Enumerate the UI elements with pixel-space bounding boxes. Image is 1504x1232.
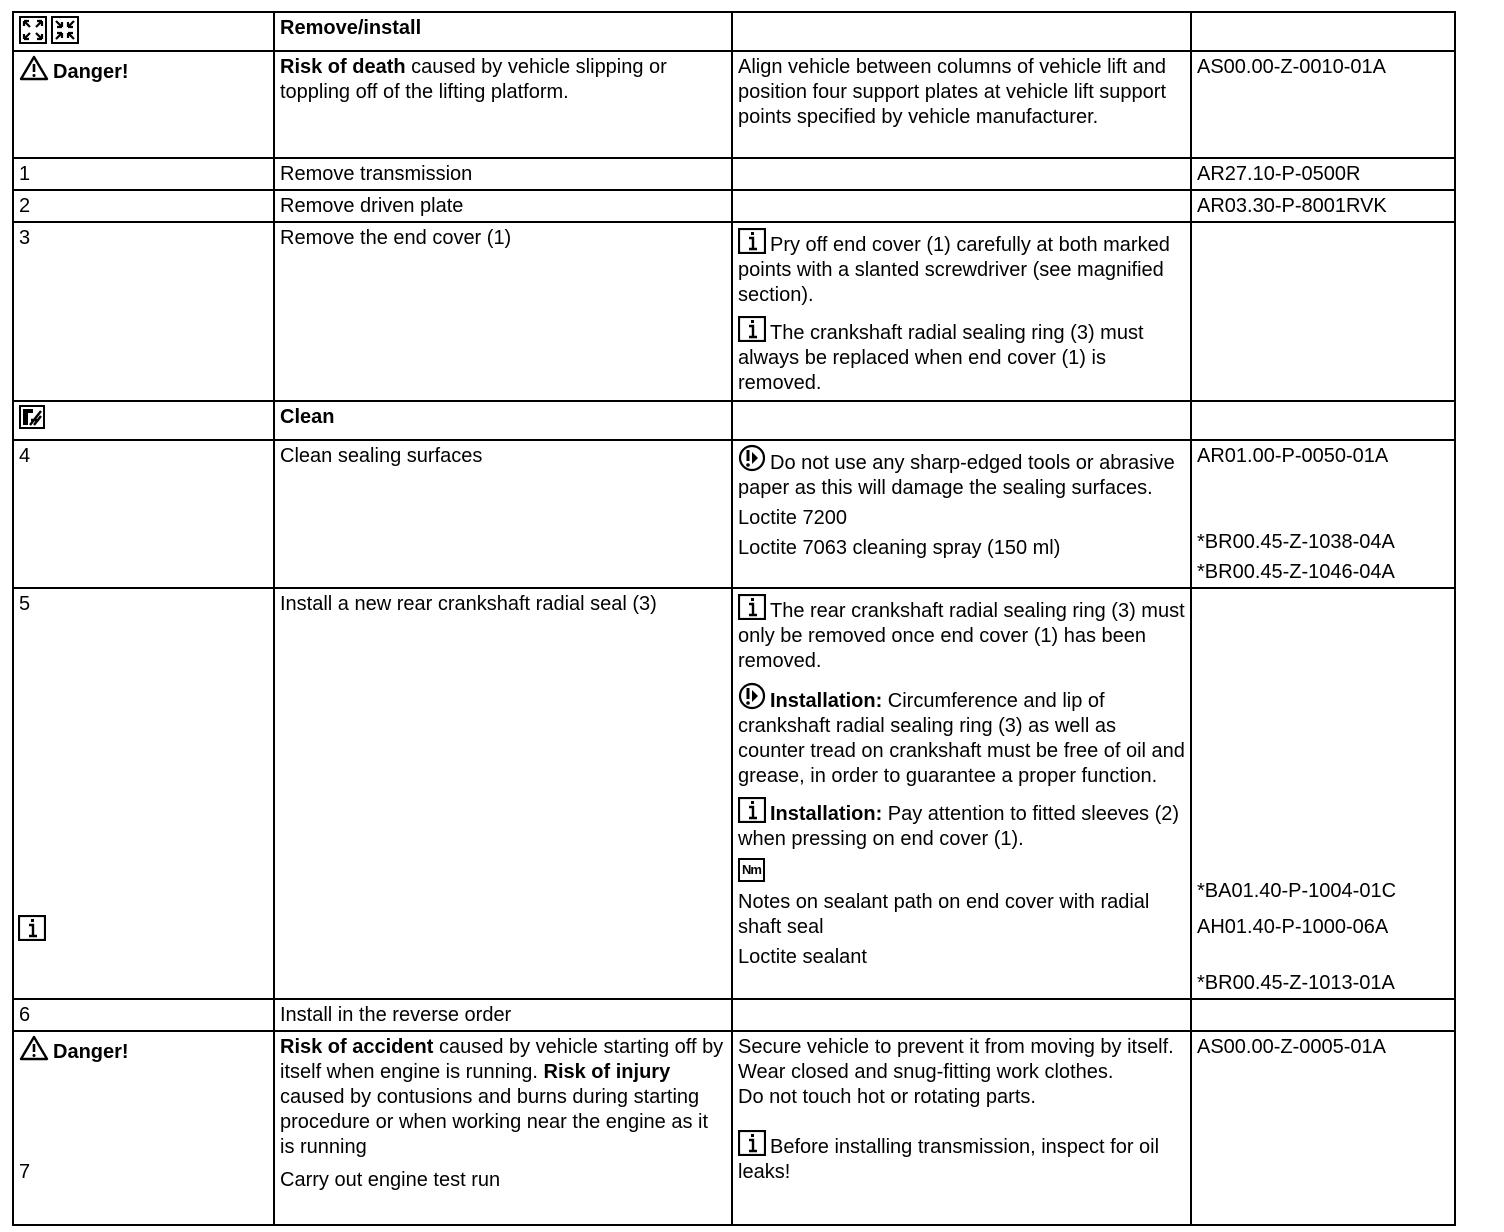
step-number: 2 [19, 195, 31, 217]
info-heading: Installation: [770, 803, 883, 825]
reference-link[interactable]: *BA01.40-P-1004-01C [1197, 880, 1397, 902]
info-note: Before installing transmission, inspect for oil leaks! [738, 1136, 1160, 1183]
material-item: Loctite sealant [738, 946, 867, 968]
info-note: Pay attention to fitted sleeves (2) when pressing on end cover (1). [738, 803, 1180, 850]
table-row [13, 222, 1455, 401]
table-row [13, 190, 1455, 222]
info-icon [18, 915, 46, 941]
caution-icon [738, 444, 766, 472]
expand-arrows-icon [19, 16, 47, 44]
step-action: Install a new rear crankshaft radial seal (3) [280, 593, 657, 615]
table-row [13, 1031, 1455, 1225]
table-row [13, 440, 1455, 588]
caution-heading: Installation: [770, 690, 883, 712]
procedure-table [12, 11, 1456, 1226]
step-number: 4 [19, 445, 31, 467]
step-number: 7 [19, 1161, 31, 1184]
reference-link[interactable]: *BR00.45-Z-1046-04A [1197, 561, 1395, 583]
info-note: The crankshaft radial sealing ring (3) must always be replaced when end cover (1) is removed. [738, 322, 1144, 394]
danger-label: Danger! [53, 61, 129, 84]
step-number: 3 [19, 227, 31, 249]
danger-label: Danger! [53, 1041, 129, 1064]
caution-note: Circumference and lip of crankshaft radial sealing ring (3) as well as counter tread on crankshaft must be free of oil and grease, in order to guarantee a proper function. [738, 690, 1185, 787]
instruction-text: Align vehicle between columns of vehicle lift and position four support plates at vehicle lift support points specified by vehicle manufacturer. [738, 56, 1167, 128]
info-note: The rear crankshaft radial sealing ring (3) must only be removed once end cover (1) has been removed. [738, 600, 1185, 672]
step-action: Remove driven plate [280, 195, 464, 217]
reference-link[interactable]: AH01.40-P-1000-06A [1197, 916, 1389, 938]
info-icon [738, 228, 766, 254]
section-title-clean: Clean [280, 406, 335, 428]
cleaning-icon [19, 405, 45, 429]
info-icon [738, 1130, 766, 1156]
material-item: Loctite 7200 [738, 507, 847, 529]
table-row [13, 401, 1455, 440]
table-row [13, 158, 1455, 190]
risk-text: caused by vehicle starting off by itself when engine is running. [280, 1036, 724, 1083]
sealant-note: Notes on sealant path on end cover with radial shaft seal [738, 891, 1150, 938]
reference-link[interactable]: AR01.00-P-0050-01A [1197, 445, 1389, 467]
caution-icon [738, 682, 766, 710]
table-row [13, 12, 1455, 51]
info-note: Pry off end cover (1) carefully at both marked points with a slanted screwdriver (see magnified section). [738, 234, 1170, 306]
section-title-remove-install: Remove/install [280, 17, 422, 39]
info-icon [738, 316, 766, 342]
collapse-arrows-icon [51, 16, 79, 44]
step-action: Remove transmission [280, 163, 473, 185]
reference-link[interactable]: *BR00.45-Z-1013-01A [1197, 972, 1395, 994]
risk-text: caused by contusions and burns during starting procedure or when working near the engine as it is running [280, 1086, 709, 1158]
instruction-text: Secure vehicle to prevent it from moving by itself. [738, 1036, 1174, 1058]
step-number: 1 [19, 163, 31, 185]
risk-text: caused by vehicle slipping or toppling off of the lifting platform. [280, 56, 667, 103]
instruction-text: Wear closed and snug-fitting work clothes. [738, 1061, 1114, 1083]
step-action: Remove the end cover (1) [280, 227, 512, 249]
risk-heading: Risk of death [280, 56, 406, 78]
risk-heading: Risk of accident [280, 1036, 434, 1058]
reference-link[interactable]: AS00.00-Z-0010-01A [1197, 56, 1387, 78]
step-action: Carry out engine test run [280, 1169, 501, 1191]
torque-icon: Nm [738, 858, 765, 882]
step-number: 5 [19, 593, 31, 615]
warning-triangle-icon [19, 1035, 49, 1061]
table-row [13, 999, 1455, 1031]
step-action: Clean sealing surfaces [280, 445, 483, 467]
caution-note: Do not use any sharp-edged tools or abrasive paper as this will damage the sealing surfaces. [738, 452, 1175, 499]
instruction-text: Do not touch hot or rotating parts. [738, 1086, 1036, 1108]
risk-heading: Risk of injury [543, 1061, 671, 1083]
step-number: 6 [19, 1004, 31, 1026]
reference-link[interactable]: *BR00.45-Z-1038-04A [1197, 531, 1395, 553]
material-item: Loctite 7063 cleaning spray (150 ml) [738, 537, 1061, 559]
info-icon [738, 797, 766, 823]
reference-link[interactable]: AS00.00-Z-0005-01A [1197, 1036, 1387, 1058]
remove-install-icons [13, 12, 274, 51]
info-icon [738, 594, 766, 620]
table-row [13, 51, 1455, 158]
step-action: Install in the reverse order [280, 1004, 512, 1026]
warning-triangle-icon [19, 55, 49, 81]
reference-link[interactable]: AR03.30-P-8001RVK [1197, 195, 1387, 217]
table-row [13, 588, 1455, 999]
reference-link[interactable]: AR27.10-P-0500R [1197, 163, 1361, 185]
